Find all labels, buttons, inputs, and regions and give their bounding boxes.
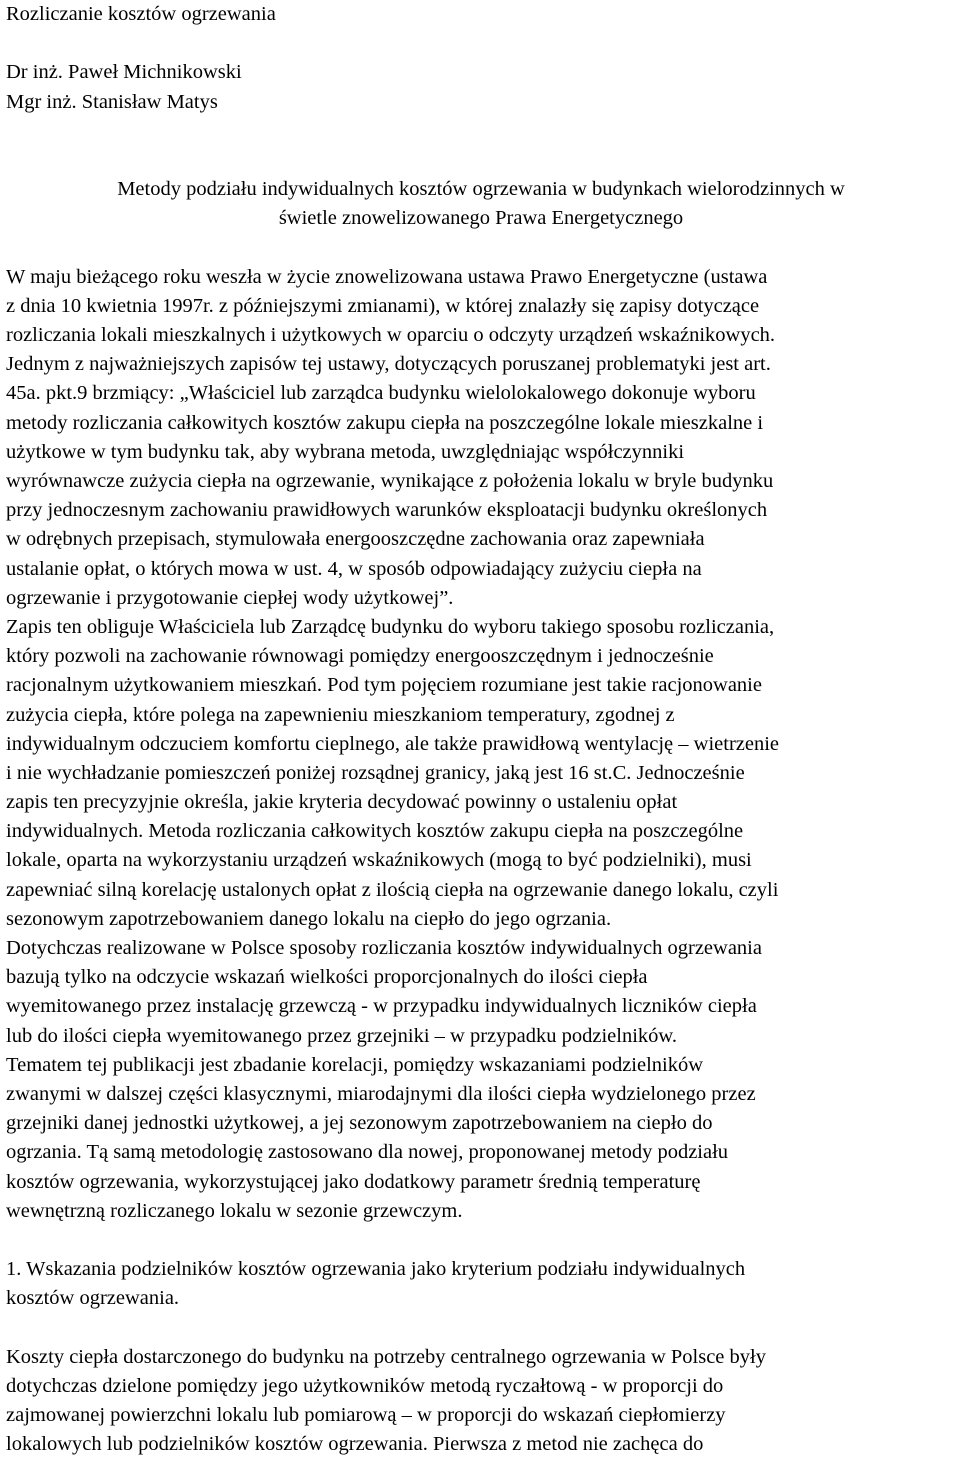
text-line: zużycia ciepła, które polega na zapewnieniu mieszkaniom temperatury, zgodnej z	[6, 703, 675, 726]
section-1-heading	[6, 1255, 956, 1313]
paragraph-2	[6, 613, 956, 934]
text-line: ogrzewanie i przygotowanie ciepłej wody użytkowej”.	[6, 586, 454, 609]
section-heading-line: 1. Wskazania podzielników kosztów ogrzewania jako kryterium podziału indywidualnych	[6, 1258, 746, 1281]
text-line: rozliczania lokali mieszkalnych i użytkowych w oparciu o odczyty urządzeń wskaźnikowych.	[6, 324, 776, 347]
title-line: Rozliczanie kosztów ogrzewania	[6, 3, 276, 25]
spacer	[6, 29, 956, 58]
text-line: racjonalnym użytkowaniem mieszkań. Pod tym pojęciem rozumiane jest takie racjonowanie	[6, 674, 762, 697]
text-line: zapewniać silną korelację ustalonych opłat z ilością ciepła na ogrzewanie danego lokalu, czyli	[6, 878, 779, 901]
text-line: metody rozliczania całkowitych kosztów zakupu ciepła na poszczególne lokale mieszkalne i	[6, 411, 764, 434]
text-line: przy jednoczesnym zachowaniu prawidłowych warunków eksploatacji budynku określonych	[6, 499, 768, 522]
authors-block	[6, 58, 956, 116]
spacer	[6, 117, 956, 146]
text-line: lokale, oparta na wykorzystaniu urządzeń wskaźnikowych (mogą to być podzielniki), musi	[6, 849, 752, 872]
text-line: indywidualnym odczuciem komfortu cieplnego, ale także prawidłową wentylację – wietrzenie	[6, 732, 780, 755]
document-page	[6, 0, 956, 1459]
spacer	[6, 1313, 956, 1342]
spacer	[6, 234, 956, 263]
text-line: bazują tylko na odczycie wskazań wielkości proporcjonalnych do ilości ciepła	[6, 966, 648, 989]
text-line: 45a. pkt.9 brzmiący: „Właściciel lub zarządca budynku wielolokalowego dokonuje wyboru	[6, 382, 756, 405]
text-line: wyemitowanego przez instalację grzewczą - w przypadku indywidualnych liczników ciepła	[6, 995, 757, 1018]
heading-line: Metody podziału indywidualnych kosztów ogrzewania w budynkach wielorodzinnych w	[117, 178, 845, 201]
text-line: grzejniki danej jednostki użytkowej, a jej sezonowym zapotrzebowaniem na ciepło do	[6, 1112, 713, 1135]
heading-line: świetle znowelizowanego Prawa Energetycznego	[278, 207, 684, 230]
text-line: z dnia 10 kwietnia 1997r. z późniejszymi zmianami), w której znalazły się zapisy dotyczące	[6, 294, 760, 317]
text-line: wewnętrzną rozliczanego lokalu w sezonie grzewczym.	[6, 1199, 463, 1222]
paragraph-5	[6, 1343, 956, 1460]
text-line: zwanymi w dalszej części klasycznymi, miarodajnymi dla ilości ciepła wydzielonego przez	[6, 1082, 756, 1105]
author-line: Dr inż. Paweł Michnikowski	[6, 61, 242, 84]
text-line: i nie wychładzanie pomieszczeń poniżej rozsądnej granicy, jaką jest 16 st.C. Jednocześnie	[6, 761, 745, 784]
text-line: Zapis ten obliguje Właściciela lub Zarządcę budynku do wyboru takiego sposobu rozliczania,	[6, 615, 775, 638]
spacer	[6, 1226, 956, 1255]
text-line: Dotychczas realizowane w Polsce sposoby rozliczania kosztów indywidualnych ogrzewania	[6, 937, 762, 959]
paragraph-3	[6, 934, 956, 1051]
text-line: użytkowe w tym budynku tak, aby wybrana metoda, uwzględniając współczynniki	[6, 440, 685, 463]
article-heading	[6, 175, 956, 233]
intro-paragraph	[6, 263, 956, 613]
text-line: Tematem tej publikacji jest zbadanie korelacji, pomiędzy wskazaniami podzielników	[6, 1053, 704, 1076]
text-line: dotychczas dzielone pomiędzy jego użytkowników metodą ryczałtową - w proporcji do	[6, 1374, 724, 1397]
section-heading-line: kosztów ogrzewania.	[6, 1287, 180, 1310]
text-line: W maju bieżącego roku weszła w życie znowelizowana ustawa Prawo Energetyczne (ustawa	[6, 265, 768, 288]
paragraph-4	[6, 1051, 956, 1226]
text-line: ustalanie opłat, o których mowa w ust. 4, w sposób odpowiadający zużyciu ciepła na	[6, 557, 702, 580]
text-line: wyrównawcze zużycia ciepła na ogrzewanie, wynikające z położenia lokalu w bryle budynku	[6, 470, 774, 492]
text-line: lub do ilości ciepła wyemitowanego przez grzejniki – w przypadku podzielników.	[6, 1024, 677, 1047]
author-line: Mgr inż. Stanisław Matys	[6, 90, 218, 113]
spacer	[6, 146, 956, 175]
text-line: lokalowych lub podzielników kosztów ogrzewania. Pierwsza z metod nie zachęca do	[6, 1433, 704, 1456]
text-line: w odrębnych przepisach, stymulowała energooszczędne zachowania oraz zapewniała	[6, 528, 705, 551]
text-line: kosztów ogrzewania, wykorzystującej jako dodatkowy parametr średnią temperaturę	[6, 1170, 701, 1193]
text-line: zajmowanej powierzchni lokalu lub pomiarową – w proporcji do wskazań ciepłomierzy	[6, 1404, 726, 1426]
text-line: Jednym z najważniejszych zapisów tej ustawy, dotyczących poruszanej problematyki jest art.	[6, 353, 771, 376]
document-title	[6, 0, 956, 29]
text-line: sezonowym zapotrzebowaniem danego lokalu na ciepło do jego ogrzania.	[6, 907, 612, 930]
text-line: Koszty ciepła dostarczonego do budynku na potrzeby centralnego ogrzewania w Polsce były	[6, 1345, 766, 1368]
text-line: który pozwoli na zachowanie równowagi pomiędzy energooszczędnym i jednocześnie	[6, 645, 714, 668]
text-line: zapis ten precyzyjnie określa, jakie kryteria decydować powinny o ustaleniu opłat	[6, 791, 678, 814]
text-line: indywidualnych. Metoda rozliczania całkowitych kosztów zakupu ciepła na poszczególne	[6, 820, 744, 843]
text-line: ogrzania. Tą samą metodologię zastosowano dla nowej, proponowanej metody podziału	[6, 1141, 729, 1164]
